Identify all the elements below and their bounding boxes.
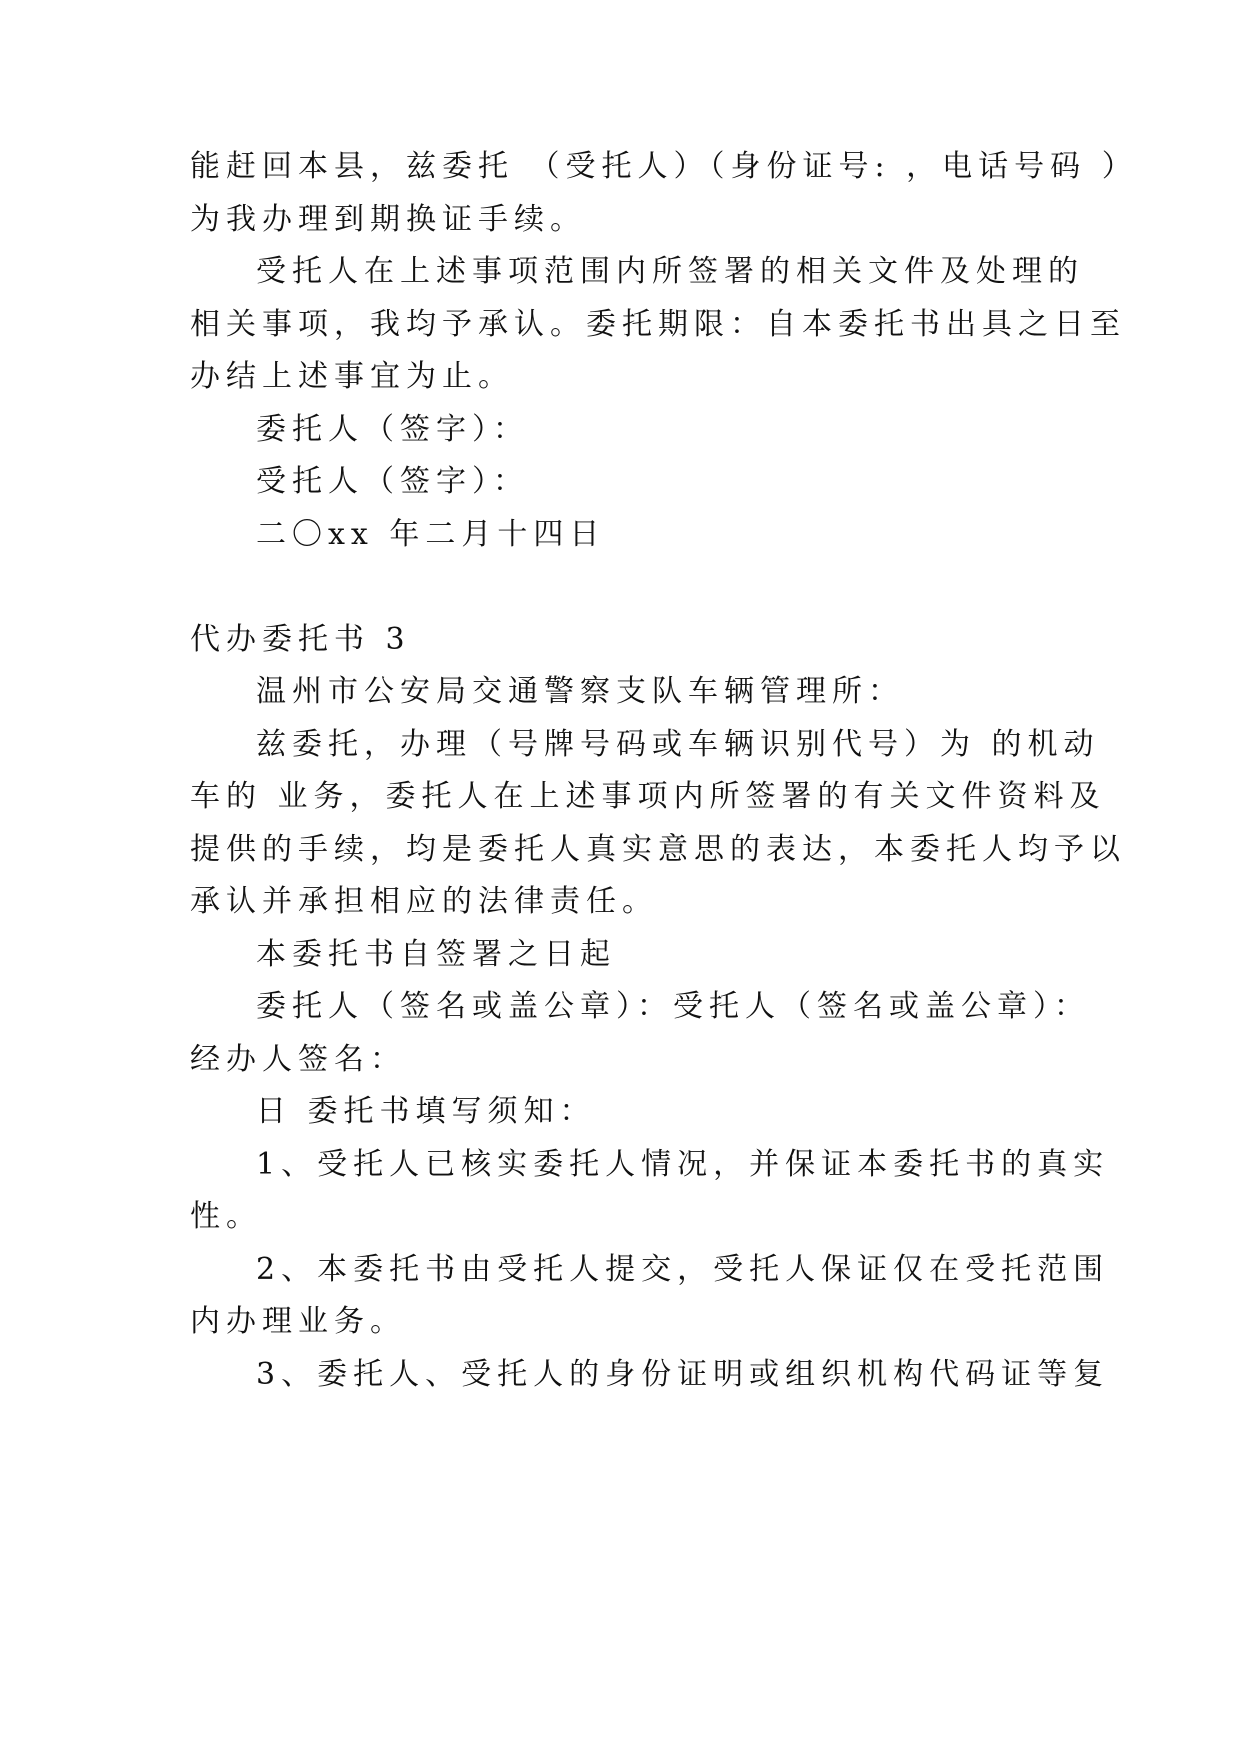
text-line: 性。 [190,1199,262,1234]
text-line: 为我办理到期换证手续。 [190,202,586,237]
text-line: 委托人（签名或盖公章）：受托人（签名或盖公章）： [256,989,1090,1024]
text-line: 承认并承担相应的法律责任。 [190,884,658,919]
text-line: 本委托书自签署之日起 [256,937,616,972]
text-line: 二〇xx 年二月十四日 [256,517,606,552]
text-line: 经办人签名： [190,1042,406,1077]
text-line: 内办理业务。 [190,1304,406,1339]
text-line: 受托人（签字）： [256,464,529,499]
text-line: 温州市公安局交通警察支队车辆管理所： [256,674,904,709]
text-line: 受托人在上述事项范围内所签署的相关文件及处理的 [256,254,1084,289]
text-line: 能赶回本县，兹委托 （受托人）（身份证号: ，电话号码 ） [190,149,1138,184]
text-line: 提供的手续，均是委托人真实意思的表达，本委托人均予以 [190,832,1126,867]
text-line: 2、本委托书由受托人提交，受托人保证仅在受托范围 [256,1252,1110,1287]
section-title: 代办委托书 3 [190,622,411,657]
text-line: 日 委托书填写须知： [256,1094,596,1129]
text-line: 1、受托人已核实委托人情况，并保证本委托书的真实 [256,1147,1110,1182]
text-line: 兹委托，办理（号牌号码或车辆识别代号）为 的机动 [256,727,1100,762]
text-line: 相关事项，我均予承认。委托期限：自本委托书出具之日至 [190,307,1126,342]
text-line: 3、委托人、受托人的身份证明或组织机构代码证等复 [256,1357,1110,1392]
text-line: 车的 业务，委托人在上述事项内所签署的有关文件资料及 [190,779,1106,814]
text-line: 委托人（签字）： [256,412,529,447]
text-line: 办结上述事宜为止。 [190,359,514,394]
